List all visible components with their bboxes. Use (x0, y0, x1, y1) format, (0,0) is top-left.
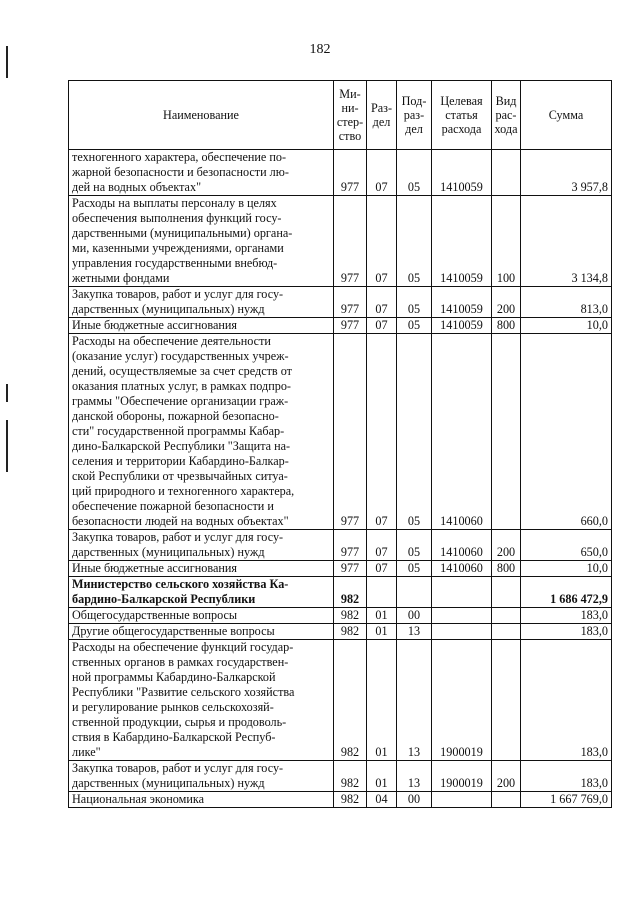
cell-section (367, 577, 397, 608)
cell-subsection: 13 (397, 640, 432, 761)
cell-amount: 1 667 769,0 (521, 792, 612, 808)
cell-target-item: 1900019 (432, 640, 492, 761)
margin-mark (6, 420, 8, 472)
cell-subsection: 00 (397, 608, 432, 624)
cell-expense-type (492, 577, 521, 608)
cell-target-item: 1410059 (432, 318, 492, 334)
cell-ministry: 977 (334, 287, 367, 318)
table-row (69, 561, 612, 577)
cell-expense-type (492, 624, 521, 640)
cell-name: техногенного характера, обеспечение по- жарной безопасности и безопасности лю- дей на водных объектах" (69, 150, 334, 196)
cell-name: Министерство сельского хозяйства Ка- бардино-Балкарской Республики (69, 577, 334, 608)
table-body (69, 150, 612, 808)
table-row (69, 640, 612, 761)
cell-name: Закупка товаров, работ и услуг для госу- дарственных (муниципальных) нужд (69, 287, 334, 318)
cell-amount: 10,0 (521, 561, 612, 577)
cell-section: 04 (367, 792, 397, 808)
budget-table (68, 80, 612, 808)
cell-amount: 183,0 (521, 761, 612, 792)
table-header-row (69, 81, 612, 150)
cell-amount: 3 134,8 (521, 196, 612, 287)
cell-subsection: 05 (397, 561, 432, 577)
cell-target-item: 1410059 (432, 287, 492, 318)
cell-ministry: 977 (334, 196, 367, 287)
cell-section: 01 (367, 624, 397, 640)
table-row (69, 334, 612, 530)
cell-expense-type: 800 (492, 318, 521, 334)
table-row (69, 792, 612, 808)
cell-amount: 183,0 (521, 640, 612, 761)
cell-section: 07 (367, 150, 397, 196)
table-row (69, 150, 612, 196)
header-target-item: Целевая статья расхода (432, 81, 492, 150)
cell-subsection: 13 (397, 761, 432, 792)
cell-ministry: 977 (334, 334, 367, 530)
cell-ministry: 982 (334, 640, 367, 761)
cell-amount: 3 957,8 (521, 150, 612, 196)
cell-name: Закупка товаров, работ и услуг для госу- дарственных (муниципальных) нужд (69, 761, 334, 792)
header-section: Раз- дел (367, 81, 397, 150)
table-row (69, 577, 612, 608)
cell-section: 01 (367, 761, 397, 792)
cell-amount: 183,0 (521, 624, 612, 640)
cell-subsection: 13 (397, 624, 432, 640)
cell-target-item (432, 608, 492, 624)
cell-name: Расходы на обеспечение функций государ- ственных органов в рамках государствен- ной программы Кабардино-Балкарской Республики "Развитие сельского хозяйства и регулирование рынков сельскохозяй- ственной продукции, сырья и продоволь- ствия в Кабардино-Балкарской Респуб- лике" (69, 640, 334, 761)
cell-section: 07 (367, 318, 397, 334)
header-expense-type: Вид рас- хода (492, 81, 521, 150)
cell-name: Другие общегосударственные вопросы (69, 624, 334, 640)
cell-target-item (432, 624, 492, 640)
cell-expense-type (492, 608, 521, 624)
cell-subsection: 05 (397, 150, 432, 196)
margin-mark (6, 46, 8, 78)
cell-target-item: 1900019 (432, 761, 492, 792)
table-row (69, 287, 612, 318)
cell-target-item: 1410059 (432, 196, 492, 287)
cell-subsection (397, 577, 432, 608)
table-row (69, 530, 612, 561)
cell-amount: 183,0 (521, 608, 612, 624)
header-name: Наименование (69, 81, 334, 150)
cell-name: Иные бюджетные ассигнования (69, 561, 334, 577)
cell-section: 07 (367, 530, 397, 561)
cell-expense-type (492, 150, 521, 196)
cell-expense-type (492, 334, 521, 530)
cell-amount: 813,0 (521, 287, 612, 318)
margin-mark (6, 384, 8, 402)
cell-expense-type (492, 640, 521, 761)
cell-ministry: 982 (334, 624, 367, 640)
cell-ministry: 977 (334, 530, 367, 561)
cell-name: Расходы на обеспечение деятельности (оказание услуг) государственных учреж- дений, осуществляемые за счет средств от оказания платных услуг, в рамках подпро- граммы "Обеспечение организации граж- данской обороны, пожарной безопасно- сти" государственной программы Кабар- дино-Балкарской Республики "Защита на- селения и территории Кабардино-Балкар- ской Республики от чрезвычайных ситуа- ций природного и техногенного характера, обеспечение пожарной безопасности и безопасности людей на водных объектах" (69, 334, 334, 530)
table-row (69, 318, 612, 334)
cell-target-item: 1410060 (432, 561, 492, 577)
cell-section: 07 (367, 287, 397, 318)
table-row (69, 624, 612, 640)
cell-expense-type: 100 (492, 196, 521, 287)
header-amount: Сумма (521, 81, 612, 150)
cell-name: Национальная экономика (69, 792, 334, 808)
cell-ministry: 977 (334, 561, 367, 577)
cell-name: Расходы на выплаты персоналу в целях обеспечения выполнения функций госу- дарственными (муниципальными) органа- ми, казенными учреждениями, органами управления государственными внебюд- жетными фондами (69, 196, 334, 287)
cell-name: Закупка товаров, работ и услуг для госу- дарственных (муниципальных) нужд (69, 530, 334, 561)
cell-amount: 1 686 472,9 (521, 577, 612, 608)
cell-subsection: 05 (397, 196, 432, 287)
header-subsection: Под- раз- дел (397, 81, 432, 150)
cell-amount: 650,0 (521, 530, 612, 561)
table-row (69, 196, 612, 287)
cell-section: 01 (367, 640, 397, 761)
cell-ministry: 982 (334, 761, 367, 792)
cell-target-item (432, 792, 492, 808)
table-row (69, 608, 612, 624)
cell-subsection: 05 (397, 287, 432, 318)
cell-subsection: 00 (397, 792, 432, 808)
cell-name: Общегосударственные вопросы (69, 608, 334, 624)
cell-expense-type: 200 (492, 530, 521, 561)
cell-expense-type (492, 792, 521, 808)
header-ministry: Ми- ни- стер- ство (334, 81, 367, 150)
cell-target-item: 1410060 (432, 334, 492, 530)
cell-expense-type: 800 (492, 561, 521, 577)
cell-target-item (432, 577, 492, 608)
table-row (69, 761, 612, 792)
cell-name: Иные бюджетные ассигнования (69, 318, 334, 334)
cell-subsection: 05 (397, 318, 432, 334)
cell-section: 01 (367, 608, 397, 624)
cell-ministry: 977 (334, 318, 367, 334)
page-number: 182 (309, 42, 331, 57)
cell-expense-type: 200 (492, 287, 521, 318)
cell-section: 07 (367, 334, 397, 530)
cell-subsection: 05 (397, 334, 432, 530)
cell-section: 07 (367, 196, 397, 287)
cell-amount: 660,0 (521, 334, 612, 530)
cell-ministry: 982 (334, 608, 367, 624)
cell-target-item: 1410059 (432, 150, 492, 196)
cell-ministry: 982 (334, 577, 367, 608)
cell-subsection: 05 (397, 530, 432, 561)
cell-target-item: 1410060 (432, 530, 492, 561)
cell-expense-type: 200 (492, 761, 521, 792)
cell-amount: 10,0 (521, 318, 612, 334)
cell-ministry: 977 (334, 150, 367, 196)
cell-ministry: 982 (334, 792, 367, 808)
cell-section: 07 (367, 561, 397, 577)
